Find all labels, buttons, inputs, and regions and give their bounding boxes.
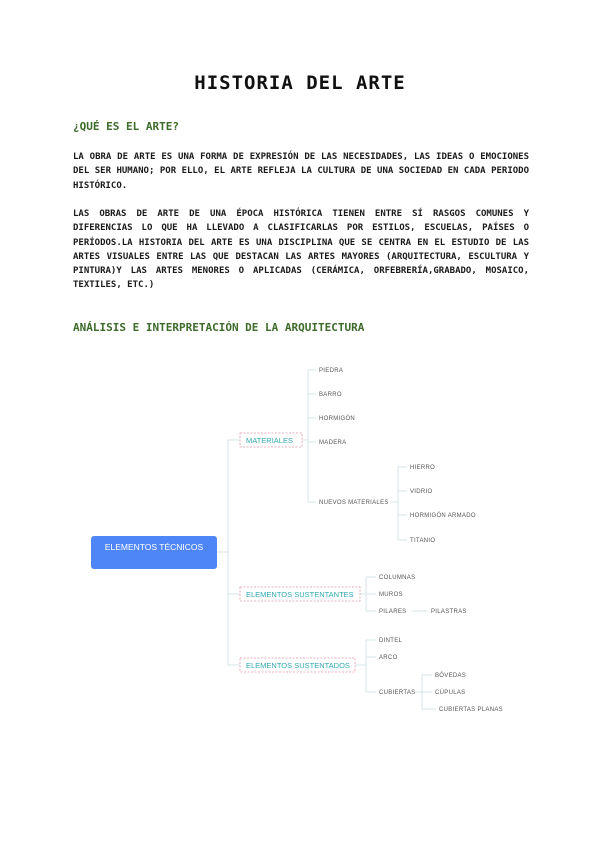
mindmap-leaf-arco: ARCO [379,655,398,661]
mindmap-leaf-cubiertas-planas: CUBIERTAS PLANAS [439,707,503,713]
mindmap-leaf-vidrio: VIDRIO [410,489,433,495]
mindmap-leaf-cupulas: CÚPULAS [435,690,466,696]
mindmap-root-node [91,536,217,569]
mindmap-leaf-titanio: TITANIO [410,538,436,544]
mindmap-leaf-bovedas: BÓVEDAS [435,673,467,679]
mind-map [0,350,600,730]
paragraph-definition: LA OBRA DE ARTE ES UNA FORMA DE EXPRESIÓN DE LAS NECESIDADES, LAS IDEAS O EMOCIONES DEL SER HUMANO; POR ELLO, EL ARTE REFLEJA LA CULTURA DE UNA SOCIEDAD EN CADA PERIODO HISTÓRICO. [73,152,529,191]
mindmap-leaf-muros: MUROS [379,592,403,598]
mindmap-branch-label-materiales: MATERIALES [246,436,293,445]
paragraph-history: LAS OBRAS DE ARTE DE UNA ÉPOCA HISTÓRICA TIENEN ENTRE SÍ RASGOS COMUNES Y DIFERENCIAS LO QUE HA LLEVADO A CLASIFICARLAS POR ESTILOS, ESCUELAS, PAÍSES O PERÍODOS.LA HISTORIA DEL ARTE ES UNA DISCIPLINA QUE SE CENTRA EN EL ESTUDIO DE LAS ARTES VISUALES ENTRE LAS QUE DESTACAN LAS ARTES MAYORES (ARQUITECTURA, ESCULTURA Y PINTURA)Y LAS ARTES MENORES O APLICADAS (CERÁMICA, ORFEBRERÍA,GRABADO, MOSAICO, TEXTILES, ETC.) [73,209,529,291]
mindmap-leaf-dintel: DINTEL [379,638,403,644]
mindmap-leaf-hormigon-armado: HORMIGÓN ARMADO [410,513,476,519]
mindmap-leaf-piedra: PIEDRA [319,368,344,374]
section-heading-que-es-el-arte: ¿QUÉ ES EL ARTE? [73,120,179,133]
mindmap-leaf-pilares: PILARES [379,609,407,615]
mindmap-leaf-cubiertas: CUBIERTAS [379,690,416,696]
mindmap-leaf-columnas: COLUMNAS [379,575,416,581]
mindmap-leaf-nuevos-materiales: NUEVOS MATERIALES [319,500,389,506]
mindmap-leaf-hierro: HIERRO [410,465,436,471]
mindmap-branch-label-sustentantes: ELEMENTOS SUSTENTANTES [246,590,354,599]
mindmap-branch-label-sustentados: ELEMENTOS SUSTENTADOS [246,661,350,670]
page-title: HISTORIA DEL ARTE [194,72,406,94]
mindmap-leaf-pilastras: PILASTRAS [431,609,467,615]
section-heading-arquitectura: ANÁLISIS E INTERPRETACIÓN DE LA ARQUITECTURA [73,321,365,334]
mindmap-leaf-hormigon: HORMIGÓN [319,416,356,422]
mindmap-root-label: ELEMENTOS TÉCNICOS [104,542,204,552]
mindmap-leaf-barro: BARRO [319,392,342,398]
mindmap-leaf-madera: MADERA [319,440,347,446]
